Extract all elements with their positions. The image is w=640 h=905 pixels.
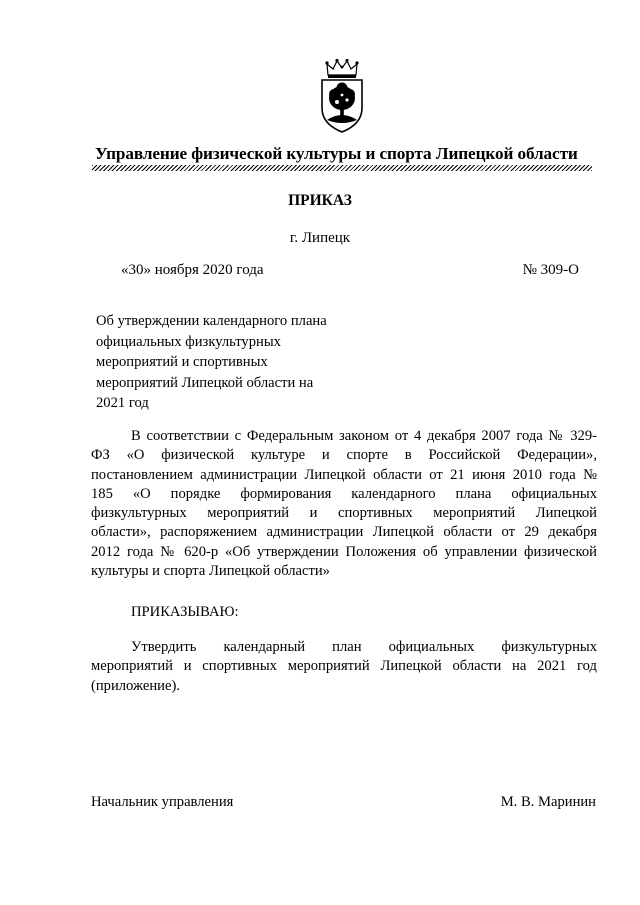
preamble-paragraph [91,427,597,581]
preamble-line: В соответствии с Федеральным законом от 4 декабря 2007 года № 329- [131,428,597,444]
decision-line: мероприятий и спортивных мероприятий Липецкой области на 2021 год [91,658,597,675]
subject-line: мероприятий и спортивных [96,354,268,370]
preamble-line: культуры и спорта Липецкой области» [91,563,330,580]
decision-line: Утвердить календарный план официальных физкультурных [131,639,597,655]
preamble-line: ФЗ «О физической культуре и спорте в Российской Федерации», [91,447,597,464]
subject-line: Об утверждении календарного плана [96,313,327,329]
hatched-divider [92,165,592,171]
subject-line: официальных физкультурных [96,333,281,350]
preamble-line: физкультурных мероприятий и спортивных мероприятий Липецкой [91,505,597,522]
coat-of-arms-emblem [317,58,367,136]
document-subject [96,311,356,414]
organization-title: Управление физической культуры и спорта Липецкой области [95,144,578,163]
document-date: «30» ноября 2020 года [121,262,264,278]
decision-paragraph [91,638,597,696]
order-word: ПРИКАЗЫВАЮ: [131,604,239,620]
preamble-line: постановлением администрации Липецкой области от 21 июня 2010 года № [91,466,597,483]
preamble-line: 2012 года № 620-р «Об утверждении Положения об управлении физической [91,543,597,560]
signatory-title: Начальник управления [91,794,234,810]
document-city: г. Липецк [289,230,351,246]
document-type-heading: ПРИКАЗ [288,192,352,209]
subject-line: мероприятий Липецкой области на [96,374,314,391]
decision-line: (приложение). [91,677,180,694]
preamble-line: области», распоряжением администрации Липецкой области от 29 декабря [91,524,597,541]
signatory-name: М. В. Маринин [500,794,596,810]
document-number: № 309-О [522,262,579,278]
subject-line: 2021 год [96,395,149,411]
preamble-line: 185 «О порядке формирования календарного плана официальных [91,485,597,502]
